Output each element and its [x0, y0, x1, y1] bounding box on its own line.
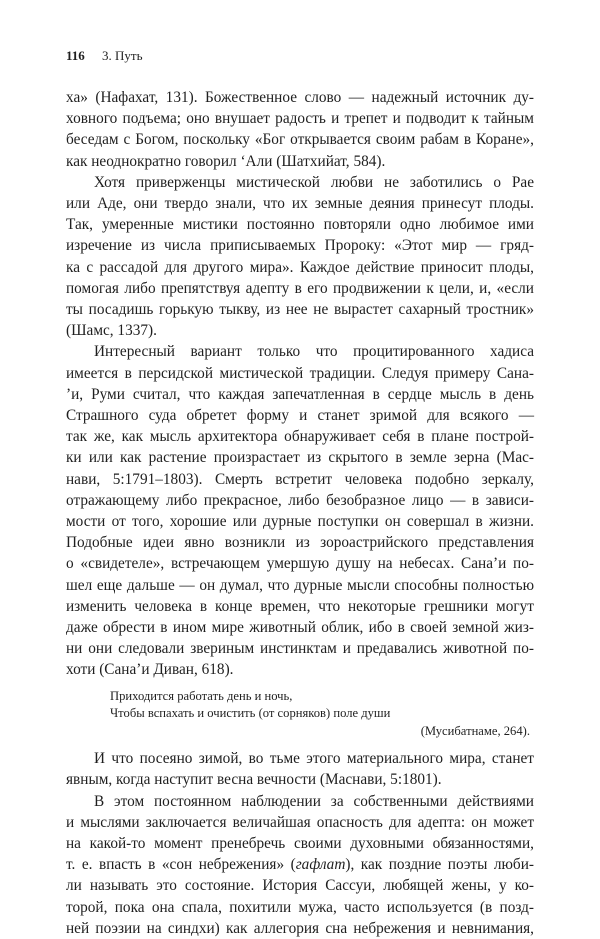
paragraph-4 [66, 748, 534, 790]
text-line: (Шамс, 1337). [66, 322, 157, 340]
text-line: отражающему либо прекрасное, либо безобразное лицо — в зависи- [66, 491, 534, 509]
running-title: 3. Путь [102, 48, 143, 63]
paragraph-2 [66, 172, 534, 342]
text-line: помогая либо препятствуя адепту в его продвижении к цели, и, «если [66, 279, 534, 297]
text-line: ни они следовали звериным инстинктам и предавались животной по- [66, 640, 534, 658]
text-line: Подобные идеи явно возникли из зороастрийского представления [66, 534, 534, 552]
text-line: мости от того, хорошие или дурные поступки он совершал в жизни. [66, 513, 534, 531]
text-line: ней поэзии на синдхи) как аллегория сна небрежения и невнимания, [66, 919, 534, 937]
paragraph-1 [66, 87, 534, 172]
text-line: изречение из числа приписываемых Пророку: «Этот мир — гряд- [66, 237, 534, 255]
page-number: 116 [66, 48, 85, 63]
text-line: изменить человека в конце времен, что некоторые грешники могут [66, 597, 534, 615]
text-line: о «свидетеле», встречающем умершую душу на небесах. Сана’и по- [66, 555, 534, 573]
text-line [66, 854, 534, 875]
verse-line: Приходится работать день и ночь, [110, 688, 293, 703]
verse-source: (Мусибатнаме, 264). [420, 723, 530, 738]
verse-line: Чтобы вспахать и очистить (от сорняков) поле души [110, 706, 391, 721]
text-segment: ), как поздние поэты люби- [345, 856, 534, 874]
text-line: ха» (Нафахат, 131). Божественное слово — надежный источник ду- [66, 89, 534, 106]
text-line: ка с рассадой для другого мира». Каждое действие приносит плоды, [66, 258, 534, 276]
text-line: на какой-то момент пренебречь своими духовными обязанностями, [66, 835, 534, 852]
text-line: так же, как мысль архитектора обнаруживает себя в плане построй- [66, 428, 534, 446]
text-line: беседам с Богом, поскольку «Бог открывается своим рабам в Коране», [66, 131, 534, 149]
verse-quote [110, 688, 534, 741]
text-line: явным, когда наступит весна вечности (Маснави, 5:1801). [66, 771, 442, 789]
paragraph-5 [66, 791, 534, 939]
text-line: имеется в персидской мистической традиции. Следуя примеру Сана- [66, 364, 534, 382]
text-line: Интересный вариант только что процитированного хадиса [94, 343, 534, 361]
text-line: Так, умеренные мистики постоянно повторяли одно любимое ими [66, 216, 534, 234]
text-line: даже обрести в ином мире животный облик, ибо в своей земной жиз- [66, 619, 534, 637]
text-line: нави, 5:1791–1803). Смерть встретит человека подобно зеркалу, [66, 470, 534, 488]
text-line: ховного подъема; оно внушает радость и трепет и подводит к тайным [66, 110, 534, 128]
text-line: торой, пока она спала, похитили мужа, часто используется (в позд- [66, 898, 534, 916]
text-line: хоти (Сана’и Диван, 618). [66, 661, 234, 679]
text-line: и мыслями заключается величайшая опасность для адепта: он может [66, 813, 534, 831]
text-line: Страшного суда обретет форму и станет зримой для всякого — [66, 407, 534, 425]
text-line: шел еще дальше — он думал, что дурные мысли способны полностью [66, 576, 534, 594]
main-text [66, 87, 534, 939]
text-segment: т. е. впасть в «сон небрежения» ( [66, 856, 296, 874]
text-line: ли называть это состояние. История Сассуи, любящей жены, у ко- [66, 877, 534, 895]
text-line: И что посеяно зимой, во тьме этого материального мира, станет [94, 750, 534, 768]
text-line: или Аде, они твердо знали, что их земные деяния принесут плоды. [66, 195, 534, 213]
italic-term: гафлат [295, 856, 346, 874]
text-line: В этом постоянном наблюдении за собственными действиями [94, 792, 534, 810]
text-line: как неоднократно говорил ‘Али (Шатхийат, 584). [66, 152, 386, 170]
running-header [66, 48, 143, 64]
text-line: ты посадишь горькую тыкву, из нее не вырастет сахарный тростник» [66, 301, 534, 319]
text-line: Хотя приверженцы мистической любви не заботились о Рае [94, 173, 534, 191]
text-line: ’и, Руми считал, что каждая запечатленная в сердце мысль в день [66, 385, 534, 403]
text-line: ки или как растение произрастает из скрытого в земле зерна (Мас- [66, 449, 534, 467]
paragraph-3 [66, 341, 534, 680]
